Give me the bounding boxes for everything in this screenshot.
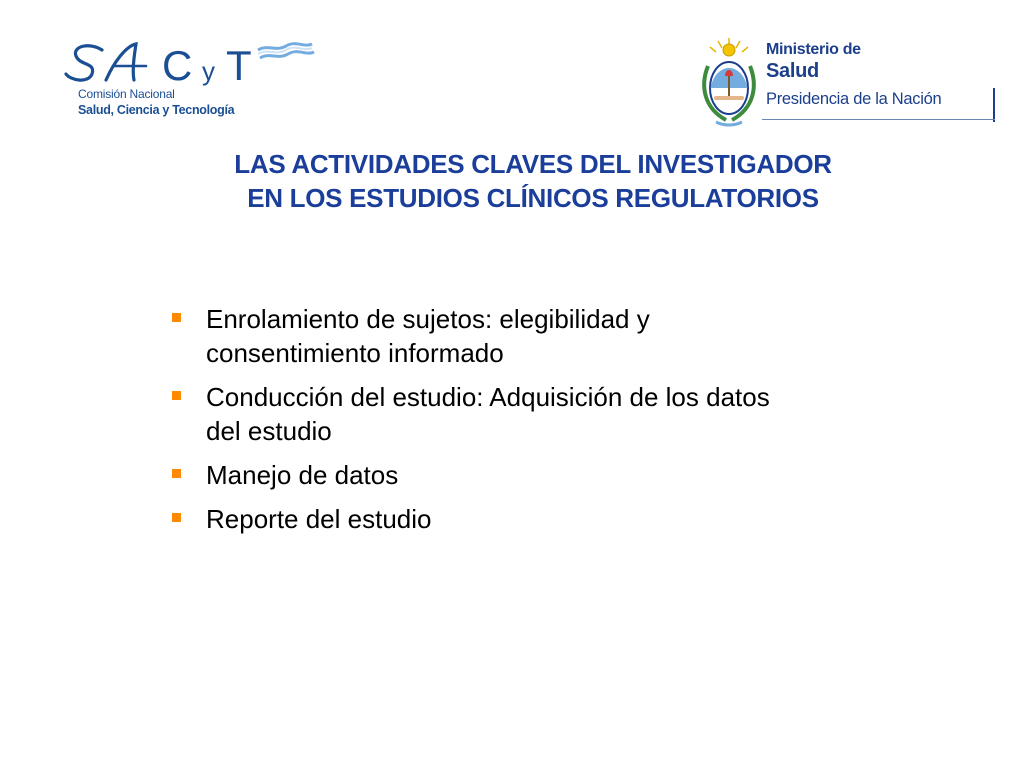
sacyt-logo [62,36,324,126]
sacyt-wordmark-logo [62,36,324,88]
sacyt-subtitle-1: Comisión Nacional [78,87,175,101]
bullet-text-line: del estudio [206,416,332,446]
ministry-name-line1: Ministerio de [766,41,861,58]
bullet-item [168,458,968,492]
bullet-text-line: Conducción del estudio: Adquisición de los datos [206,382,770,412]
bullet-item [168,302,968,370]
bullet-item [168,502,968,536]
coat-of-arms-icon [698,36,760,128]
bullet-item [168,380,968,448]
sacyt-subtitle-2: Salud, Ciencia y Tecnología [78,103,235,117]
square-bullet-icon [172,313,181,322]
ministry-name-line2: Salud [766,60,819,82]
ministry-divider [993,88,995,122]
svg-text:y: y [202,56,215,86]
bullet-text-line: Reporte del estudio [206,504,432,534]
ministry-presidency-line: Presidencia de la Nación [766,90,942,108]
bullet-text-line: Manejo de datos [206,460,399,490]
svg-text:T: T [226,42,252,88]
svg-text:C: C [162,42,193,88]
slide-title-line2: EN LOS ESTUDIOS CLÍNICOS REGULATORIOS [247,183,819,213]
bullet-list [168,302,968,546]
square-bullet-icon [172,513,181,522]
bullet-text-line: Enrolamiento de sujetos: elegibilidad y [206,304,650,334]
slide-title-line1: LAS ACTIVIDADES CLAVES DEL INVESTIGADOR [234,149,832,179]
square-bullet-icon [172,391,181,400]
square-bullet-icon [172,469,181,478]
ministry-logo [698,36,998,128]
slide-title [100,147,966,215]
ministry-underline [762,119,995,120]
bullet-text-line: consentimiento informado [206,338,504,368]
